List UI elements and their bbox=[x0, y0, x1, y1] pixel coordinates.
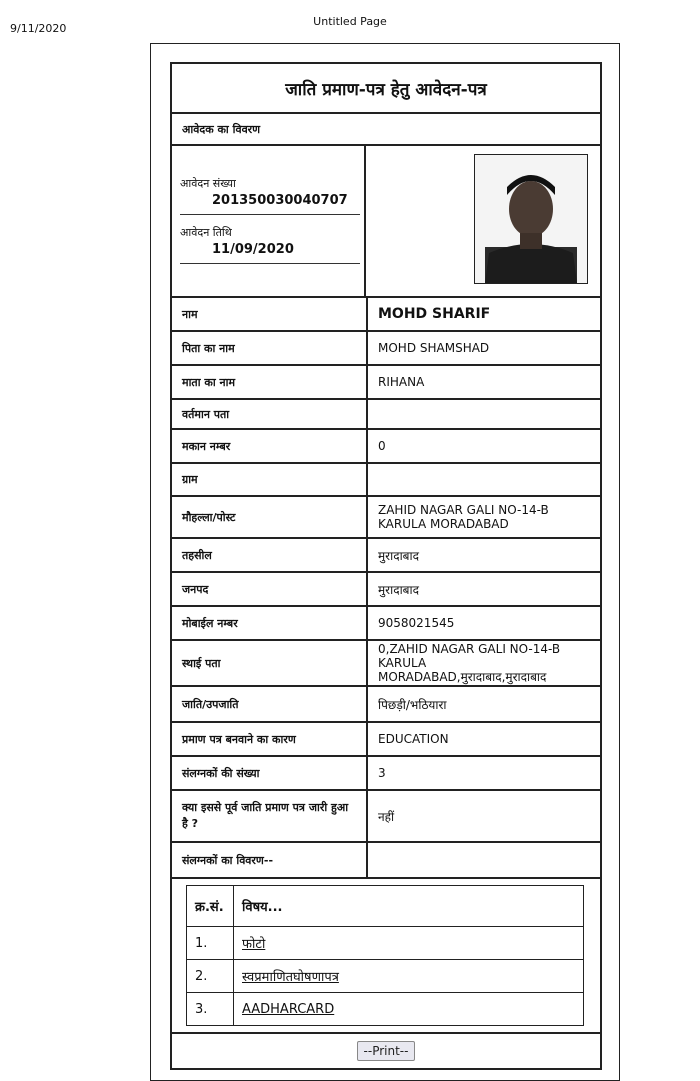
field-label: जाति/उपजाति bbox=[172, 687, 368, 721]
field-label: ग्राम bbox=[172, 464, 368, 495]
mobile-value: 9058021545 bbox=[378, 616, 455, 630]
application-meta bbox=[172, 146, 366, 296]
locality-post-value bbox=[368, 497, 600, 537]
current-address-value bbox=[368, 400, 600, 428]
previous-certificate-value: नहीं bbox=[378, 809, 395, 824]
field-label: तहसील bbox=[172, 539, 368, 571]
name-value: MOHD SHARIF bbox=[378, 306, 491, 322]
row-locality-post bbox=[172, 497, 600, 539]
form-title: जाति प्रमाण-पत्र हेतु आवेदन-पत्र bbox=[172, 64, 600, 114]
attachment-count-value: 3 bbox=[378, 766, 386, 780]
table-row bbox=[187, 927, 584, 960]
photo-cell bbox=[366, 146, 600, 296]
table-row bbox=[187, 960, 584, 993]
field-label: संलग्नकों की संख्या bbox=[172, 757, 368, 789]
row-mobile bbox=[172, 607, 600, 641]
print-row bbox=[172, 1034, 600, 1068]
application-number: 201350030040707 bbox=[212, 193, 348, 208]
row-current-address bbox=[172, 400, 600, 430]
row-father-name bbox=[172, 332, 600, 366]
field-label: नाम bbox=[172, 298, 368, 330]
field-label: मोबाईल नम्बर bbox=[172, 607, 368, 639]
page-title: Untitled Page bbox=[313, 15, 387, 28]
caste-value: पिछड़ी/भठियारा bbox=[378, 697, 447, 712]
field-label: संलग्नकों का विवरण-- bbox=[172, 843, 368, 877]
row-caste bbox=[172, 687, 600, 723]
field-label: पिता का नाम bbox=[172, 332, 368, 364]
field-label: प्रमाण पत्र बनवाने का कारण bbox=[172, 723, 368, 755]
serial-cell: 3. bbox=[187, 993, 234, 1026]
permanent-address-line-2: KARULA MORADABAD,मुरादाबाद,मुरादाबाद bbox=[378, 656, 547, 684]
field-label: वर्तमान पता bbox=[172, 400, 368, 428]
table-row bbox=[187, 993, 584, 1026]
application-number-label: आवेदन संख्या bbox=[180, 177, 236, 190]
row-attachment-count bbox=[172, 757, 600, 791]
row-previous-certificate bbox=[172, 791, 600, 843]
section-applicant-details: आवेदक का विवरण bbox=[172, 114, 600, 146]
divider bbox=[180, 214, 360, 215]
field-label: जनपद bbox=[172, 573, 368, 605]
serial-cell: 1. bbox=[187, 927, 234, 960]
row-village bbox=[172, 464, 600, 497]
person-photo-icon bbox=[475, 155, 587, 283]
field-label: स्थाई पता bbox=[172, 641, 368, 685]
application-date-label: आवेदन तिथि bbox=[180, 226, 232, 239]
row-district bbox=[172, 573, 600, 607]
application-date: 11/09/2020 bbox=[212, 242, 294, 257]
father-name-value: MOHD SHAMSHAD bbox=[378, 341, 490, 355]
reason-value: EDUCATION bbox=[378, 732, 449, 746]
house-number-value: 0 bbox=[378, 439, 386, 453]
field-label: क्या इससे पूर्व जाति प्रमाण पत्र जारी हुआ है ? bbox=[172, 791, 368, 841]
attachment-link[interactable]: स्वप्रमाणितघोषणापत्र bbox=[234, 960, 584, 993]
column-header-serial: क्र.सं. bbox=[187, 886, 234, 927]
applicant-photo bbox=[474, 154, 588, 284]
row-name bbox=[172, 298, 600, 332]
row-permanent-address bbox=[172, 641, 600, 687]
row-mother-name bbox=[172, 366, 600, 400]
print-date: 9/11/2020 bbox=[10, 22, 67, 35]
attachment-details-value bbox=[368, 843, 600, 877]
attachments-section bbox=[172, 879, 600, 1034]
column-header-subject: विषय... bbox=[234, 886, 584, 927]
mother-name-value: RIHANA bbox=[378, 375, 425, 389]
permanent-address-value bbox=[368, 641, 600, 685]
permanent-address-line-1: 0,ZAHID NAGAR GALI NO-14-B bbox=[378, 642, 561, 656]
field-label: माता का नाम bbox=[172, 366, 368, 398]
locality-line-2: KARULA MORADABAD bbox=[378, 517, 509, 531]
print-button[interactable]: --Print-- bbox=[357, 1041, 416, 1061]
table-header-row bbox=[187, 886, 584, 927]
district-value: मुरादाबाद bbox=[378, 582, 420, 597]
attachment-link[interactable]: AADHARCARD bbox=[234, 993, 584, 1026]
village-value bbox=[368, 464, 600, 495]
row-reason bbox=[172, 723, 600, 757]
application-form bbox=[170, 62, 602, 1070]
locality-line-1: ZAHID NAGAR GALI NO-14-B bbox=[378, 503, 549, 517]
row-attachment-details bbox=[172, 843, 600, 879]
field-label: मकान नम्बर bbox=[172, 430, 368, 462]
field-label: मौहल्ला/पोस्ट bbox=[172, 497, 368, 537]
row-house-number bbox=[172, 430, 600, 464]
serial-cell: 2. bbox=[187, 960, 234, 993]
divider bbox=[180, 263, 360, 264]
attachments-table bbox=[186, 885, 584, 1026]
tehsil-value: मुरादाबाद bbox=[378, 548, 420, 563]
application-info-block bbox=[172, 146, 600, 298]
row-tehsil bbox=[172, 539, 600, 573]
attachment-link[interactable]: फोटो bbox=[234, 927, 584, 960]
